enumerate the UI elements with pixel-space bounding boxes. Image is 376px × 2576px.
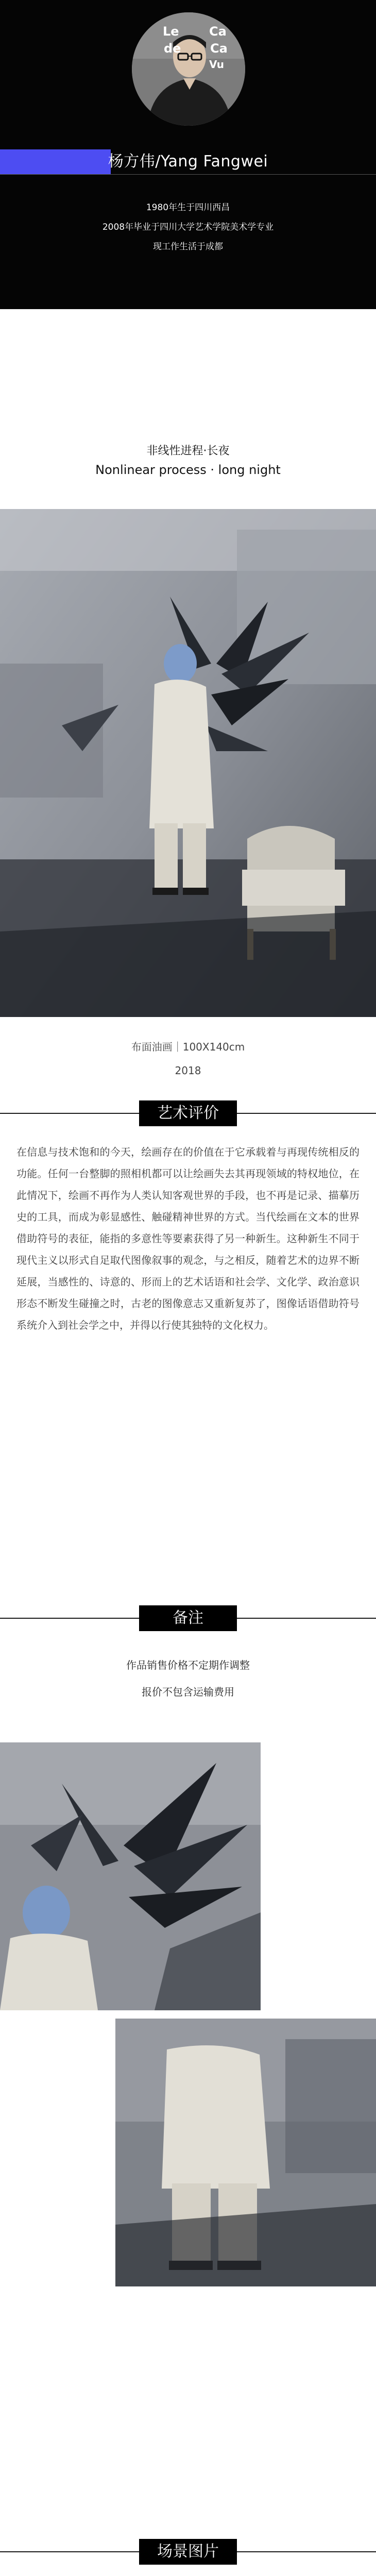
name-divider (0, 174, 376, 175)
artist-avatar (132, 12, 245, 126)
artwork-year: 2018 (175, 1064, 201, 1077)
artwork-detail-image-2 (115, 2019, 376, 2286)
artwork-main-image (0, 509, 376, 1017)
artwork-medium-size: 布面油画｜100X140cm (131, 1041, 245, 1053)
note-line-price: 作品销售价格不定期作调整 (126, 1659, 250, 1671)
shirt-text-2: de (164, 41, 181, 56)
scene-heading: 场景图片 (139, 2539, 237, 2565)
review-heading: 艺术评价 (139, 1100, 237, 1126)
review-text: 在信息与技术饱和的今天，绘画存在的价值在于它承载着与再现传统相反的功能。任何一台整脚的照相机都可以让绘画失去其再现领域的特权地位，在此情况下，绘画不再作为人类认知客观世界的手段，也不再是记录、描摹历史的工具，而成为彰显感性、触碰精神世界的方式。当代绘画在文本的世界借助符号的表征，能指的多意性等要素获得了另一种新生。这种新生不同于现代主义以形式自足取代图像叙事的观念，与之相反，随着艺术的边界不断延展，当感性的、诗意的、形而上的艺术话语和社会学、文化学、政治意识形态不断发生碰撞之时，古老的图像意志又重新复苏了，图像话语借助符号系统介入到社会学之中，并得以行使其独特的文化权力。 (16, 1146, 360, 1331)
artwork-detail-image-1 (0, 1742, 261, 2010)
bio-line-birth: 1980年生于四川西昌 (146, 202, 230, 213)
bio-line-residence: 现工作生活于成都 (153, 242, 223, 252)
shirt-text-3: Ca (209, 24, 227, 39)
work-title-cn: 非线性进程·长夜 (146, 445, 230, 457)
note-heading: 备注 (139, 1605, 237, 1631)
artist-name: 杨方伟/Yang Fangwei (108, 152, 268, 171)
shirt-text-1: Le (163, 24, 179, 39)
bio-line-education: 2008年毕业于四川大学艺术学院美术学专业 (102, 222, 274, 232)
note-line-shipping: 报价不包含运输费用 (142, 1686, 234, 1698)
work-title-en: Nonlinear process · long night (95, 463, 281, 477)
shirt-text-4: Ca (210, 41, 228, 56)
shirt-text-5: Vu (209, 58, 225, 71)
